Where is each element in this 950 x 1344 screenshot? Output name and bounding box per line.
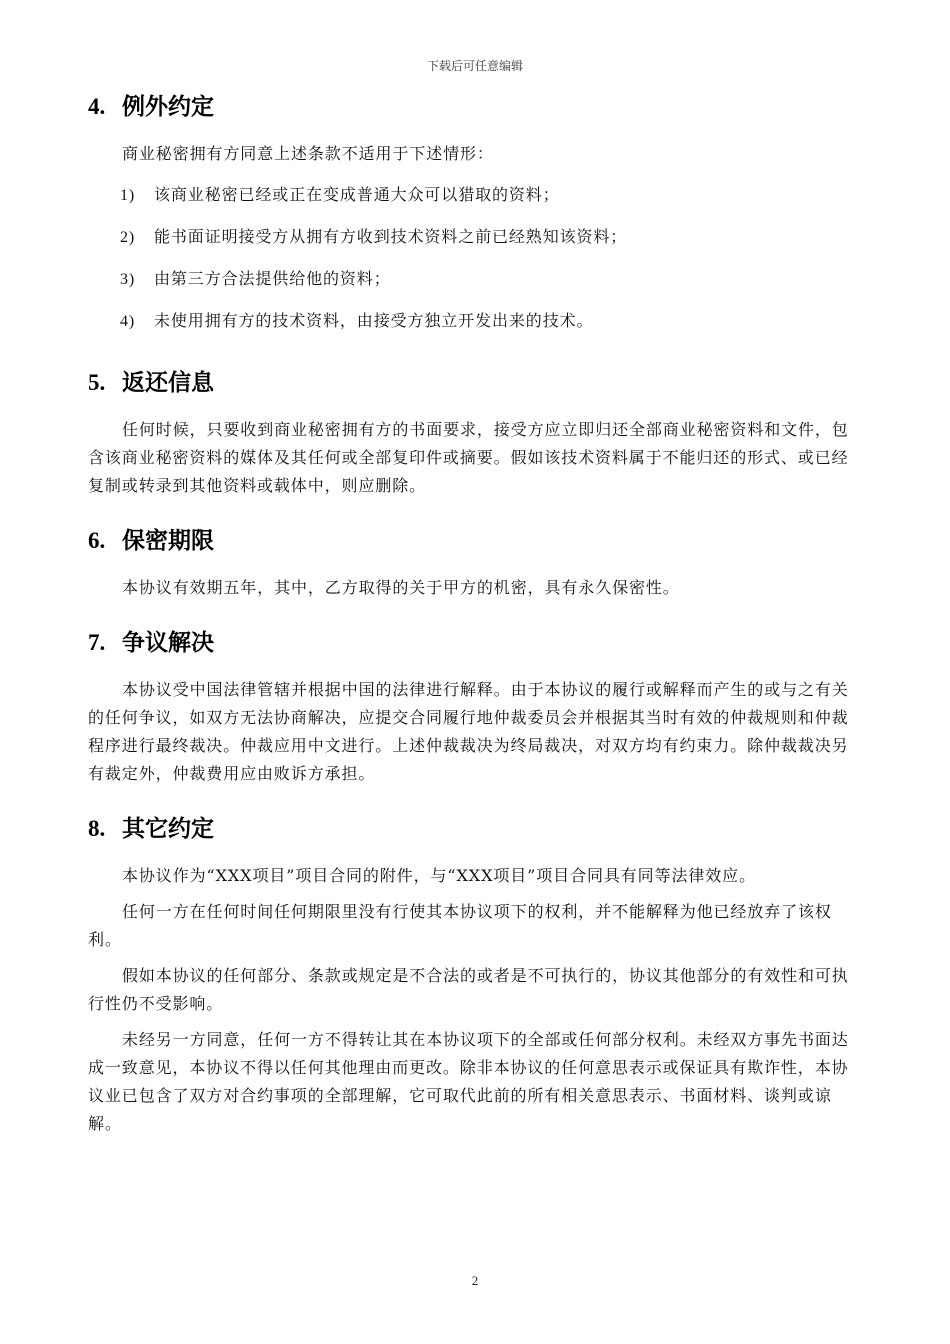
section-other-provisions [88,810,858,1138]
page-number: 2 [471,1273,479,1288]
list-item: 2) 能书面证明接受方从拥有方收到技术资料之前已经熟知该资料； [120,227,628,246]
paragraph: 本协议作为“XXX项目”项目合同的附件，与“XXX项目”项目合同具有同等法律效应。 [122,866,756,885]
section-number: 6. [88,528,106,553]
section-title: 其它约定 [122,816,214,842]
section-heading [88,624,858,662]
paragraph: 本协议受中国法律管辖并根据中国的法律进行解释。由于本协议的履行或解释而产生的或与之有关的任何争议，如双方无法协商解决，应提交合同履行地仲裁委员会并根据其当时有效的仲裁规则和仲裁程序进行最终裁决。仲裁应用中文进行。上述仲裁裁决为终局裁决，对双方均有约束力。除仲裁裁决另有裁定外，仲裁费用应由败诉方承担。 [88,680,849,783]
section-title: 保密期限 [122,528,214,554]
section-heading [88,88,858,126]
list-item: 1) 该商业秘密已经或正在变成普通大众可以猎取的资料； [120,185,560,204]
section-intro: 商业秘密拥有方同意上述条款不适用于下述情形： [122,144,494,163]
list-item: 3) 由第三方合法提供给他的资料； [120,269,391,288]
section-heading [88,364,858,402]
section-number: 7. [88,630,106,655]
section-heading [88,522,858,560]
section-number: 4. [88,94,106,119]
document-body [88,88,858,1138]
page-header: 下载后可任意编辑 [426,59,523,73]
section-exceptions [88,88,858,336]
section-title: 例外约定 [122,94,214,120]
section-dispute-resolution [88,624,858,788]
paragraph: 任何一方在任何时间任何期限里没有行使其本协议项下的权利，并不能解释为他已经放弃了该权利。 [88,902,832,949]
section-number: 5. [88,370,106,395]
paragraph: 本协议有效期五年，其中，乙方取得的关于甲方的机密，具有永久保密性。 [122,578,680,597]
paragraph: 假如本协议的任何部分、条款或规定是不合法的或者是不可执行的，协议其他部分的有效性和可执行性仍不受影响。 [88,966,849,1013]
section-confidentiality-period [88,522,858,602]
section-title: 争议解决 [122,630,214,656]
section-title: 返还信息 [122,370,214,396]
paragraph: 未经另一方同意，任何一方不得转让其在本协议项下的全部或任何部分权利。未经双方事先书面达成一致意见，本协议不得以任何其他理由而更改。除非本协议的任何意思表示或保证具有欺诈性，本协议业已包含了双方对合约事项的全部理解，它可取代此前的所有相关意思表示、书面材料、谈判或谅解。 [88,1030,849,1133]
section-return-information [88,364,858,500]
paragraph: 任何时候，只要收到商业秘密拥有方的书面要求，接受方应立即归还全部商业秘密资料和文件，包含该商业秘密资料的媒体及其任何或全部复印件或摘要。假如该技术资料属于不能归还的形式、或已经复制或转录到其他资料或载体中，则应删除。 [88,420,849,495]
section-number: 8. [88,816,106,841]
section-heading [88,810,858,848]
list-item: 4) 未使用拥有方的技术资料，由接受方独立开发出来的技术。 [120,311,594,330]
